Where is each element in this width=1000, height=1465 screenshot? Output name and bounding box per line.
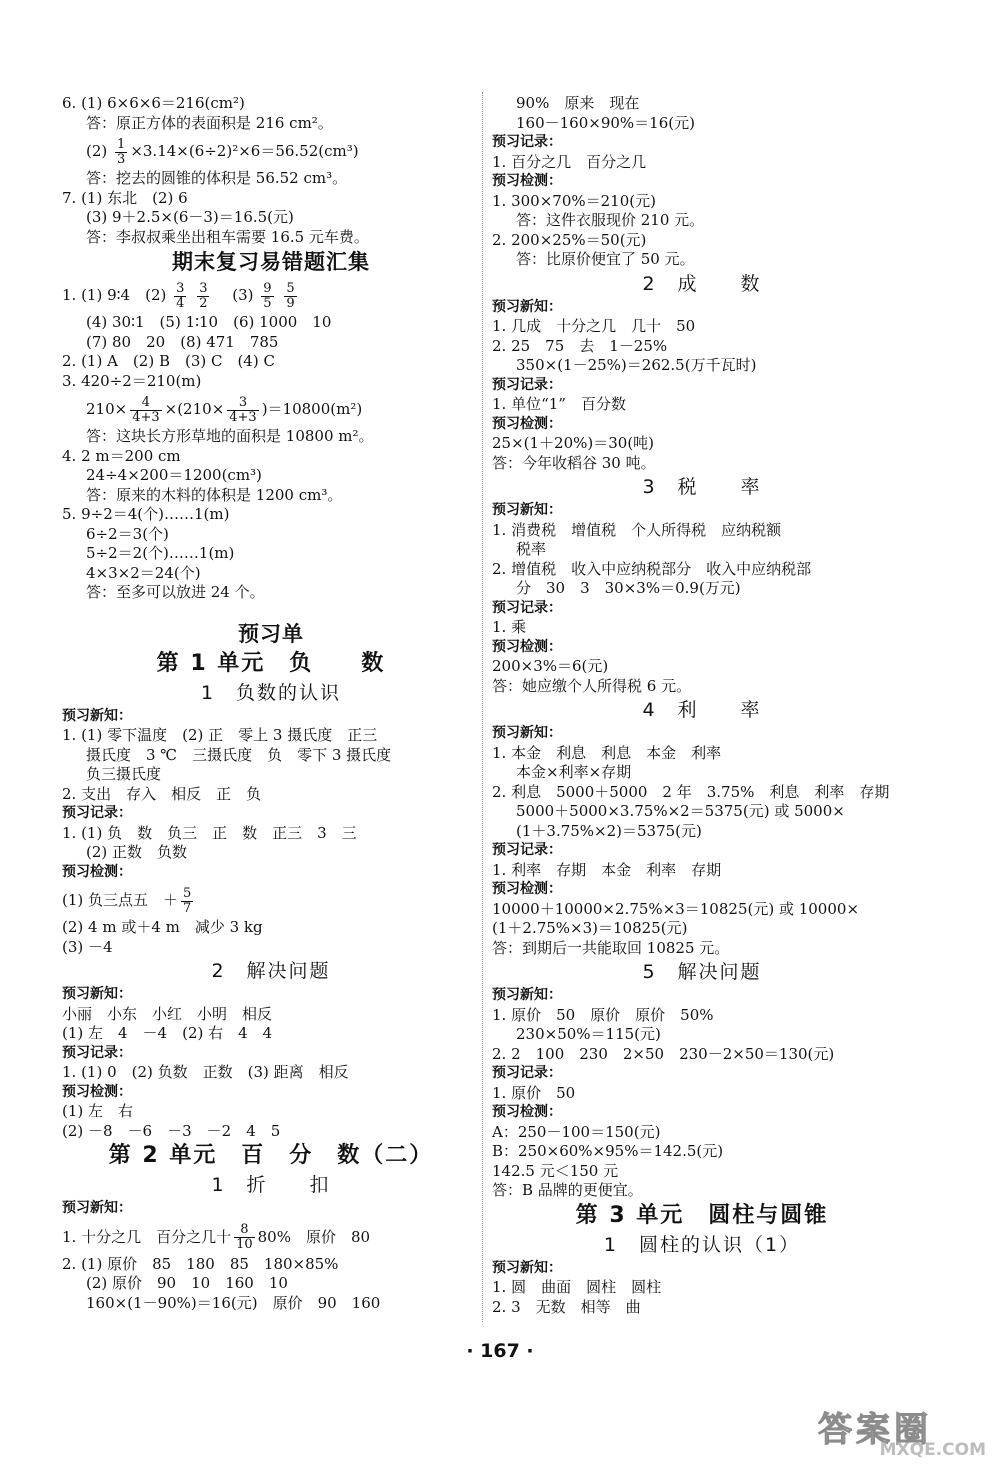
- label-preview-check: 预习检测：: [492, 415, 562, 432]
- answer-line: 90% 原来 现在: [516, 94, 640, 112]
- answer-line: 1. 300×70%＝210(元): [492, 191, 656, 210]
- unit-title: 第 3 单元 圆柱与圆锥: [575, 1202, 829, 1228]
- lesson-title: 5 解决问题: [642, 961, 762, 983]
- lesson-title: 1 负数的认识: [200, 681, 342, 704]
- answer-line: (3) －4: [62, 937, 113, 956]
- answer-line: (1＋2.75%×3)＝10825(元): [492, 919, 688, 937]
- fraction: $\frac{3}{2}$: [199, 280, 208, 311]
- answer-line: 6÷2＝3(个): [86, 524, 169, 543]
- right-column: [492, 94, 912, 1317]
- answer-line: 摄氏度 3 ℃ 三摄氏度 负 零下 3 摄氏度: [86, 745, 392, 764]
- label-preview-record: 预习记录：: [492, 134, 562, 150]
- answer-line: 2. 增值税 收入中应纳税部分 收入中应纳税部: [492, 559, 812, 578]
- lesson-title: 2 解决问题: [211, 960, 331, 982]
- answer-line: 142.5 元＜150 元: [492, 1161, 619, 1180]
- answer-line: 负三摄氏度: [86, 765, 162, 783]
- label-preview-check: 预习检测：: [492, 881, 562, 897]
- answer-line: 5. 9÷2＝4(个)……1(m): [62, 505, 230, 523]
- label-preview-check: 预习检测：: [492, 638, 562, 655]
- answer-line: 1. 圆 曲面 圆柱 圆柱: [492, 1278, 662, 1296]
- lesson-title: 4 利 率: [642, 699, 762, 721]
- answer-line: 160－160×90%＝16(元): [516, 113, 695, 132]
- watermark-logo: [812, 1402, 990, 1460]
- label-preview-check: 预习检测：: [492, 173, 562, 189]
- fraction: $\frac{5}{7}$: [183, 885, 192, 916]
- answer-line-fraction: 1. 十分之几 百分之几十 $\frac{8}{10}$ 80% 原价 80: [62, 1222, 371, 1252]
- answer-line: 230×50%＝115(元): [516, 1025, 661, 1043]
- lesson-title: 1 折 扣: [211, 1174, 331, 1196]
- answer-line-fraction: 1. (1) 9∶4 (2) $\frac{3}{4}$ $\frac{3}{2}$ (3) $\frac{9}{5}$ $\frac{5}{9}$: [62, 280, 295, 311]
- answer-line: 答：挖去的圆锥的体积是 56.52 cm³。: [86, 169, 348, 187]
- watermark-text: 答案圈: [818, 1410, 932, 1450]
- answer-line: 答：李叔叔乘坐出租车需要 16.5 元车费。: [86, 227, 369, 246]
- watermark-url: MXQE.COM: [879, 1440, 986, 1460]
- answer-line: 分 30 3 30×3%＝0.9(万元): [516, 579, 741, 597]
- lesson-title: 2 成 数: [642, 272, 762, 295]
- answer-line: 200×3%＝6(元): [492, 657, 609, 675]
- answer-line: 6. (1) 6×6×6＝216(cm²): [62, 94, 245, 112]
- answer-line: 答：原正方体的表面积是 216 cm²。: [86, 113, 333, 132]
- answer-line: 4×3×2＝24(个): [86, 563, 201, 582]
- left-column: [62, 94, 480, 1313]
- label-preview-new: 预习新知：: [492, 502, 562, 518]
- answer-line: 10000＋10000×2.75%×3＝10825(元) 或 10000×: [492, 899, 860, 918]
- answer-line: 160×(1－90%)＝16(元) 原价 90 160: [86, 1293, 381, 1312]
- unit-title: 第 1 单元 负 数: [156, 650, 386, 676]
- answer-line: (1) 左 右: [62, 1102, 134, 1120]
- label-preview-record: 预习记录：: [492, 842, 562, 858]
- label-preview-record: 预习记录：: [492, 1065, 562, 1081]
- label-preview-record: 预习记录：: [62, 1044, 132, 1061]
- answer-line: 1. (1) 负 数 负三 正 数 正三 3 三: [62, 823, 357, 842]
- fraction: $\frac{3}{4+3}$: [229, 394, 257, 425]
- answer-line: 2. 2 100 230 2×50 230－2×50＝130(元): [492, 1044, 835, 1063]
- answer-line-fraction: 210× $\frac{4}{4+3}$ ×(210× $\frac{3}{4+3}$ )＝10800(m²): [86, 394, 363, 425]
- unit-title: 第 2 单元 百 分 数（二）: [108, 1143, 434, 1168]
- answer-line-fraction: (2) $\frac{1}{3}$ ×3.14×(6÷2)²×6＝56.52(cm³): [86, 136, 359, 167]
- column-divider: [482, 92, 483, 1322]
- answer-line: 1. (1) 0 (2) 负数 正数 (3) 距离 相反: [62, 1063, 349, 1081]
- answer-line: 答：原来的木料的体积是 1200 cm³。: [86, 485, 343, 504]
- answer-line: 1. 消费税 增值税 个人所得税 应纳税额: [492, 520, 782, 539]
- answer-line: 答：到期后一共能取回 10825 元。: [492, 938, 730, 957]
- answer-line: (1) 左 4 －4 (2) 右 4 4: [62, 1024, 273, 1042]
- answer-line: (2) 正数 负数: [86, 843, 188, 861]
- answer-line: 1. 单位“1” 百分数: [492, 395, 626, 413]
- answer-line: 答：这块长方形草地的面积是 10800 m²。: [86, 427, 374, 445]
- fraction: $\frac{3}{4}$: [176, 280, 185, 311]
- answer-line: 350×(1－25%)＝262.5(万千瓦时): [516, 356, 757, 374]
- answer-line: 2. 25 75 去 1－25%: [492, 336, 668, 355]
- answer-line: (2) 4 m 或＋4 m 减少 3 kg: [62, 918, 263, 936]
- page-number: · 167 ·: [466, 1340, 534, 1362]
- answer-line: 2. 200×25%＝50(元): [492, 230, 647, 249]
- fraction: $\frac{5}{9}$: [286, 280, 295, 311]
- answer-line-fraction: (1) 负三点五 ＋ $\frac{5}{7}$: [62, 885, 192, 916]
- label-preview-new: 预习新知：: [492, 987, 562, 1003]
- label-preview-record: 预习记录：: [492, 376, 562, 393]
- section-title-review: 期末复习易错题汇集: [172, 250, 370, 274]
- answer-line: 答：这件衣服现价 210 元。: [516, 211, 705, 229]
- answer-line: (1＋3.75%×2)＝5375(元): [516, 821, 702, 840]
- answer-line: 2. (1) A (2) B (3) C (4) C: [62, 352, 275, 370]
- answer-line: 1. 乘: [492, 618, 527, 636]
- answer-line: 答：比原价便宜了 50 元。: [516, 250, 695, 268]
- answer-line: (4) 30∶1 (5) 1∶10 (6) 1000 10: [86, 313, 332, 331]
- answer-line: 5000＋5000×3.75%×2＝5375(元) 或 5000×: [516, 802, 845, 820]
- answer-line: 税率: [516, 540, 547, 558]
- answer-line: 答：她应缴个人所得税 6 元。: [492, 676, 692, 695]
- label-preview-check: 预习检测：: [62, 863, 132, 880]
- answer-line: 1. 百分之几 百分之几: [492, 152, 647, 171]
- label-preview-record: 预习记录：: [62, 805, 132, 821]
- answer-line: 答：今年收稻谷 30 吨。: [492, 453, 656, 472]
- answer-line: 3. 420÷2＝210(m): [62, 371, 202, 390]
- fraction: $\frac{1}{3}$: [117, 136, 126, 167]
- label-preview-new: 预习新知：: [62, 707, 132, 724]
- label-preview-record: 预习记录：: [492, 599, 562, 616]
- answer-line: 2. (1) 原价 85 180 85 180×85%: [62, 1254, 339, 1273]
- answer-line: 答：B 品牌的更便宜。: [492, 1181, 643, 1199]
- answer-line: 1. 原价 50 原价 原价 50%: [492, 1005, 714, 1024]
- answer-line: 2. 支出 存入 相反 正 负: [62, 784, 262, 803]
- answer-line: (2) 原价 90 10 160 10: [86, 1274, 288, 1292]
- lesson-title: 3 税 率: [642, 476, 762, 498]
- fraction: $\frac{8}{10}$: [236, 1222, 253, 1252]
- answer-line: A：250－100＝150(元): [492, 1122, 661, 1141]
- answer-line: 4. 2 m＝200 cm: [62, 446, 181, 465]
- section-title-preview: 预习单: [238, 621, 304, 646]
- answer-line: (2) －8 －6 －3 －2 4 5: [62, 1121, 281, 1140]
- answer-line: (3) 9＋2.5×(6－3)＝16.5(元): [86, 208, 294, 226]
- lesson-title: 1 圆柱的认识（1）: [603, 1233, 801, 1256]
- answer-line: B：250×60%×95%＝142.5(元): [492, 1142, 724, 1160]
- answer-line: 24÷4×200＝1200(cm³): [86, 466, 262, 484]
- fraction: $\frac{4}{4+3}$: [132, 394, 160, 425]
- label-preview-new: 预习新知：: [492, 725, 562, 741]
- answer-line: (7) 80 20 (8) 471 785: [86, 332, 279, 351]
- label-preview-check: 预习检测：: [492, 1104, 562, 1120]
- answer-line: 7. (1) 东北 (2) 6: [62, 188, 188, 207]
- answer-line: 1. (1) 零下温度 (2) 正 零上 3 摄氏度 正三: [62, 726, 378, 744]
- answer-line: 1. 本金 利息 利息 本金 利率: [492, 743, 722, 762]
- answer-line: 2. 利息 5000＋5000 2 年 3.75% 利息 利率 存期: [492, 782, 890, 801]
- answer-line: 1. 几成 十分之几 几十 50: [492, 317, 696, 335]
- answer-line: 小丽 小东 小红 小明 相反: [62, 1004, 273, 1023]
- label-preview-check: 预习检测：: [62, 1083, 132, 1100]
- fraction: $\frac{9}{5}$: [263, 280, 272, 311]
- label-preview-new: 预习新知：: [492, 298, 562, 315]
- answer-line: 本金×利率×存期: [516, 763, 632, 781]
- answer-line: 1. 利率 存期 本金 利率 存期: [492, 860, 722, 879]
- label-preview-new: 预习新知：: [492, 1259, 562, 1276]
- answer-line: 5÷2＝2(个)……1(m): [86, 544, 235, 562]
- label-preview-new: 预习新知：: [62, 1200, 132, 1216]
- label-preview-new: 预习新知：: [62, 986, 132, 1002]
- answer-line: 25×(1＋20%)＝30(吨): [492, 434, 655, 452]
- answer-line: 2. 3 无数 相等 曲: [492, 1297, 641, 1316]
- answer-line: 答：至多可以放进 24 个。: [86, 583, 265, 601]
- answer-line: 1. 原价 50: [492, 1083, 576, 1102]
